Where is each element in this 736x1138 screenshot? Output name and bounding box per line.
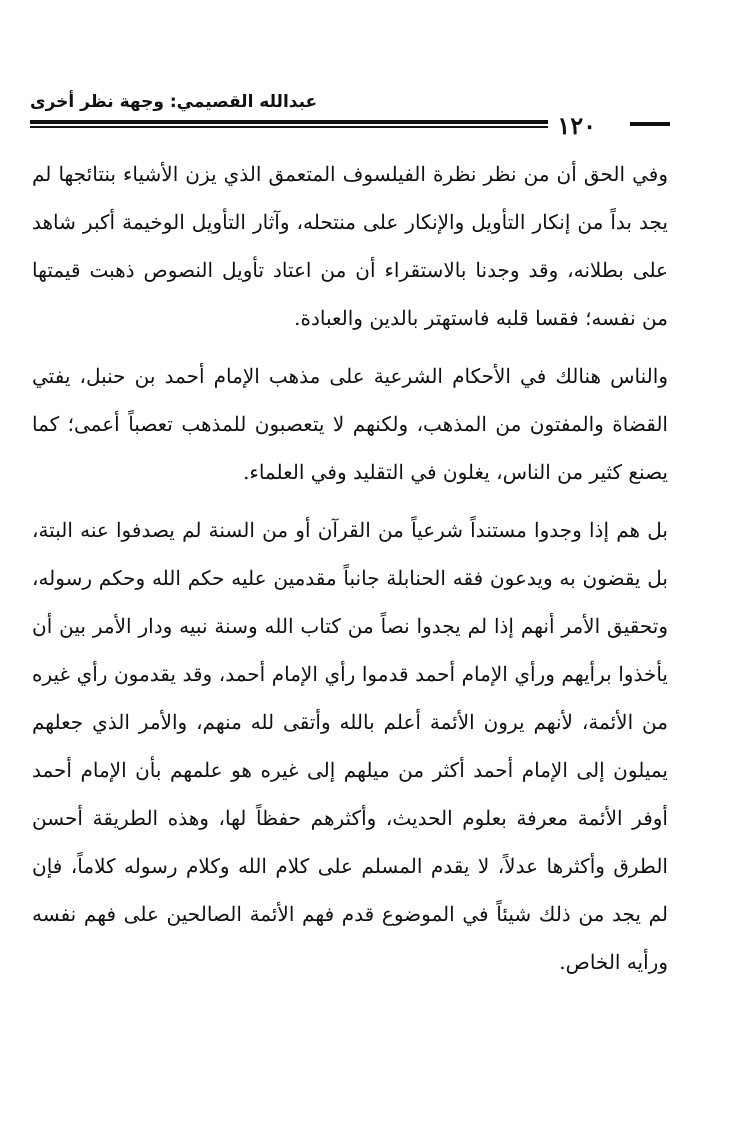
page-number: ١٢٠ bbox=[557, 111, 596, 140]
paragraph: وفي الحق أن من نظر نظرة الفيلسوف المتعمق الذي يزن الأشياء بنتائجها لم يجد بداً من إنكار التأويل والإنكار على منتحله، وآثار التأويل الوخيمة أكبر شاهد على بطلانه، وقد وجدنا بالاستقراء أن من اعتاد تأويل النصوص ذهبت قيمتها من نفسه؛ فقسا قلبه فاستهتر بالدين والعبادة. bbox=[32, 162, 668, 330]
page-header bbox=[30, 90, 670, 140]
header-rule-thick bbox=[30, 120, 548, 124]
page-body bbox=[32, 150, 668, 996]
page-number-rule bbox=[630, 122, 670, 126]
paragraph: بل هم إذا وجدوا مستنداً شرعياً من القرآن أو من السنة لم يصدفوا عنه البتة، بل يقضون به ويدعون فقه الحنابلة جانباً مقدمين عليه حكم الله وحكم رسوله، وتحقيق الأمر أنهم إذا لم يجدوا نصاً من كتاب الله وسنة نبيه ودار الأمر بين أن يأخذوا برأيهم ورأي الإمام أحمد قدموا رأي الإمام أحمد، وقد يقدمون رأي غيره من الأئمة، لأنهم يرون الأئمة أعلم بالله وأتقى لله منهم، والأمر الذي جعلهم يميلون إلى الإمام أحمد أكثر من ميلهم إلى غيره هو علمهم بأن الإمام أحمد أوفر الأئمة معرفة بعلوم الحديث، وأكثرهم حفظاً لها، وهذه الطريقة أحسن الطرق وأكثرها عدلاً، لا يقدم المسلم على كلام الله وكلام رسوله كلاماً، فإن لم يجد من ذلك شيئاً في الموضوع قدم فهم الأئمة الصالحين على فهم نفسه ورأيه الخاص. bbox=[32, 518, 669, 974]
header-rule-thin bbox=[30, 126, 548, 128]
paragraph: والناس هنالك في الأحكام الشرعية على مذهب الإمام أحمد بن حنبل، يفتي القضاة والمفتون من المذهب، ولكنهم لا يتعصبون للمذهب تعصباً أعمى؛ كما يصنع كثير من الناس، يغلون في التقليد وفي العلماء. bbox=[32, 364, 668, 484]
running-title: عبدالله القصيمي: وجهة نظر أخرى bbox=[30, 92, 318, 112]
